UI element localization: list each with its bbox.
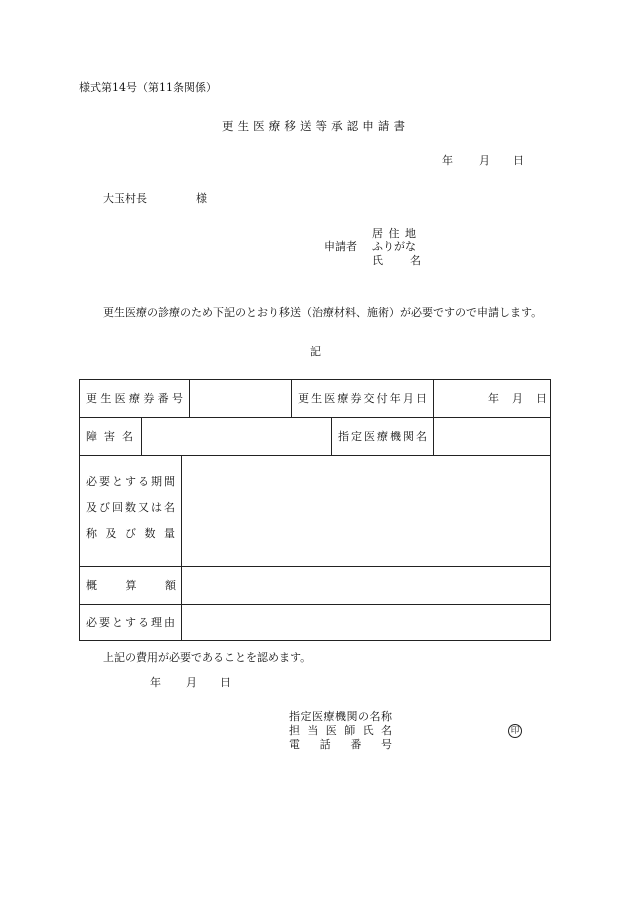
estimate-label-cell [80,567,182,605]
doctor-name-label: 担 当 医 師 氏 名 [289,724,392,737]
estimate-value-cell [182,567,550,605]
addressee-name: 大玉村長 [103,192,147,205]
ticket-number-label: 更生医療券番号 [86,392,183,405]
institution-label: 指定医療機関名 [338,430,427,443]
form-number: 様式第14号（第11条関係） [79,81,217,94]
period-label-line: 必要とする期間 [86,475,175,488]
disability-label-cell [80,418,142,456]
form-title: 更 生 医 療 移 送 等 承 認 申 請 書 [222,119,405,133]
application-date-month: 月 [479,154,490,167]
details-table [79,379,551,641]
period-value-cell [182,456,550,567]
reason-label: 必要とする理由 [86,616,175,629]
certification-date-day: 日 [220,676,231,689]
period-label-line: 称 及 び 数 量 [86,527,175,540]
reason-label-cell [80,605,182,640]
ticket-issue-date-label: 更生医療券交付年月日 [298,392,427,405]
ticket-issue-date-year: 年 [488,392,499,405]
disability-label: 障 害 名 [86,430,133,443]
period-label-line: 及び回数又は名 [86,501,175,514]
seal-mark: 印 [508,724,522,738]
reason-value-cell [182,605,550,640]
addressee-honorific: 様 [196,192,207,205]
institution-label-cell [332,418,434,456]
certification-date-month: 月 [186,676,197,689]
application-date-year: 年 [442,154,453,167]
institution-value-cell [434,418,550,456]
applicant-name-label: 氏 名 [372,254,421,267]
certification-statement: 上記の費用が必要であることを認めます。 [103,651,312,664]
applicant-label: 申請者 [324,240,357,253]
ticket-issue-date-day: 日 [536,392,547,405]
certification-date-year: 年 [150,676,161,689]
note-heading: 記 [310,345,321,358]
ticket-number-label-cell [80,380,190,418]
ticket-issue-date-month: 月 [512,392,523,405]
period-label-cell [80,456,182,567]
applicant-furigana-label: ふりがな [372,240,416,253]
phone-number-label: 電 話 番 号 [289,738,392,751]
application-date-day: 日 [513,154,524,167]
application-statement: 更生医療の診療のため下記のとおり移送（治療材料、施術）が必要ですので申請します。 [103,306,543,319]
ticket-issue-date-label-cell [292,380,434,418]
estimate-label: 概 算 額 [86,579,176,592]
applicant-address-label: 居 住 地 [372,227,416,240]
ticket-number-value-cell [190,380,292,418]
disability-value-cell [142,418,332,456]
ticket-issue-date-value-cell [434,380,550,418]
institution-name-label: 指定医療機関の名称 [289,710,392,723]
